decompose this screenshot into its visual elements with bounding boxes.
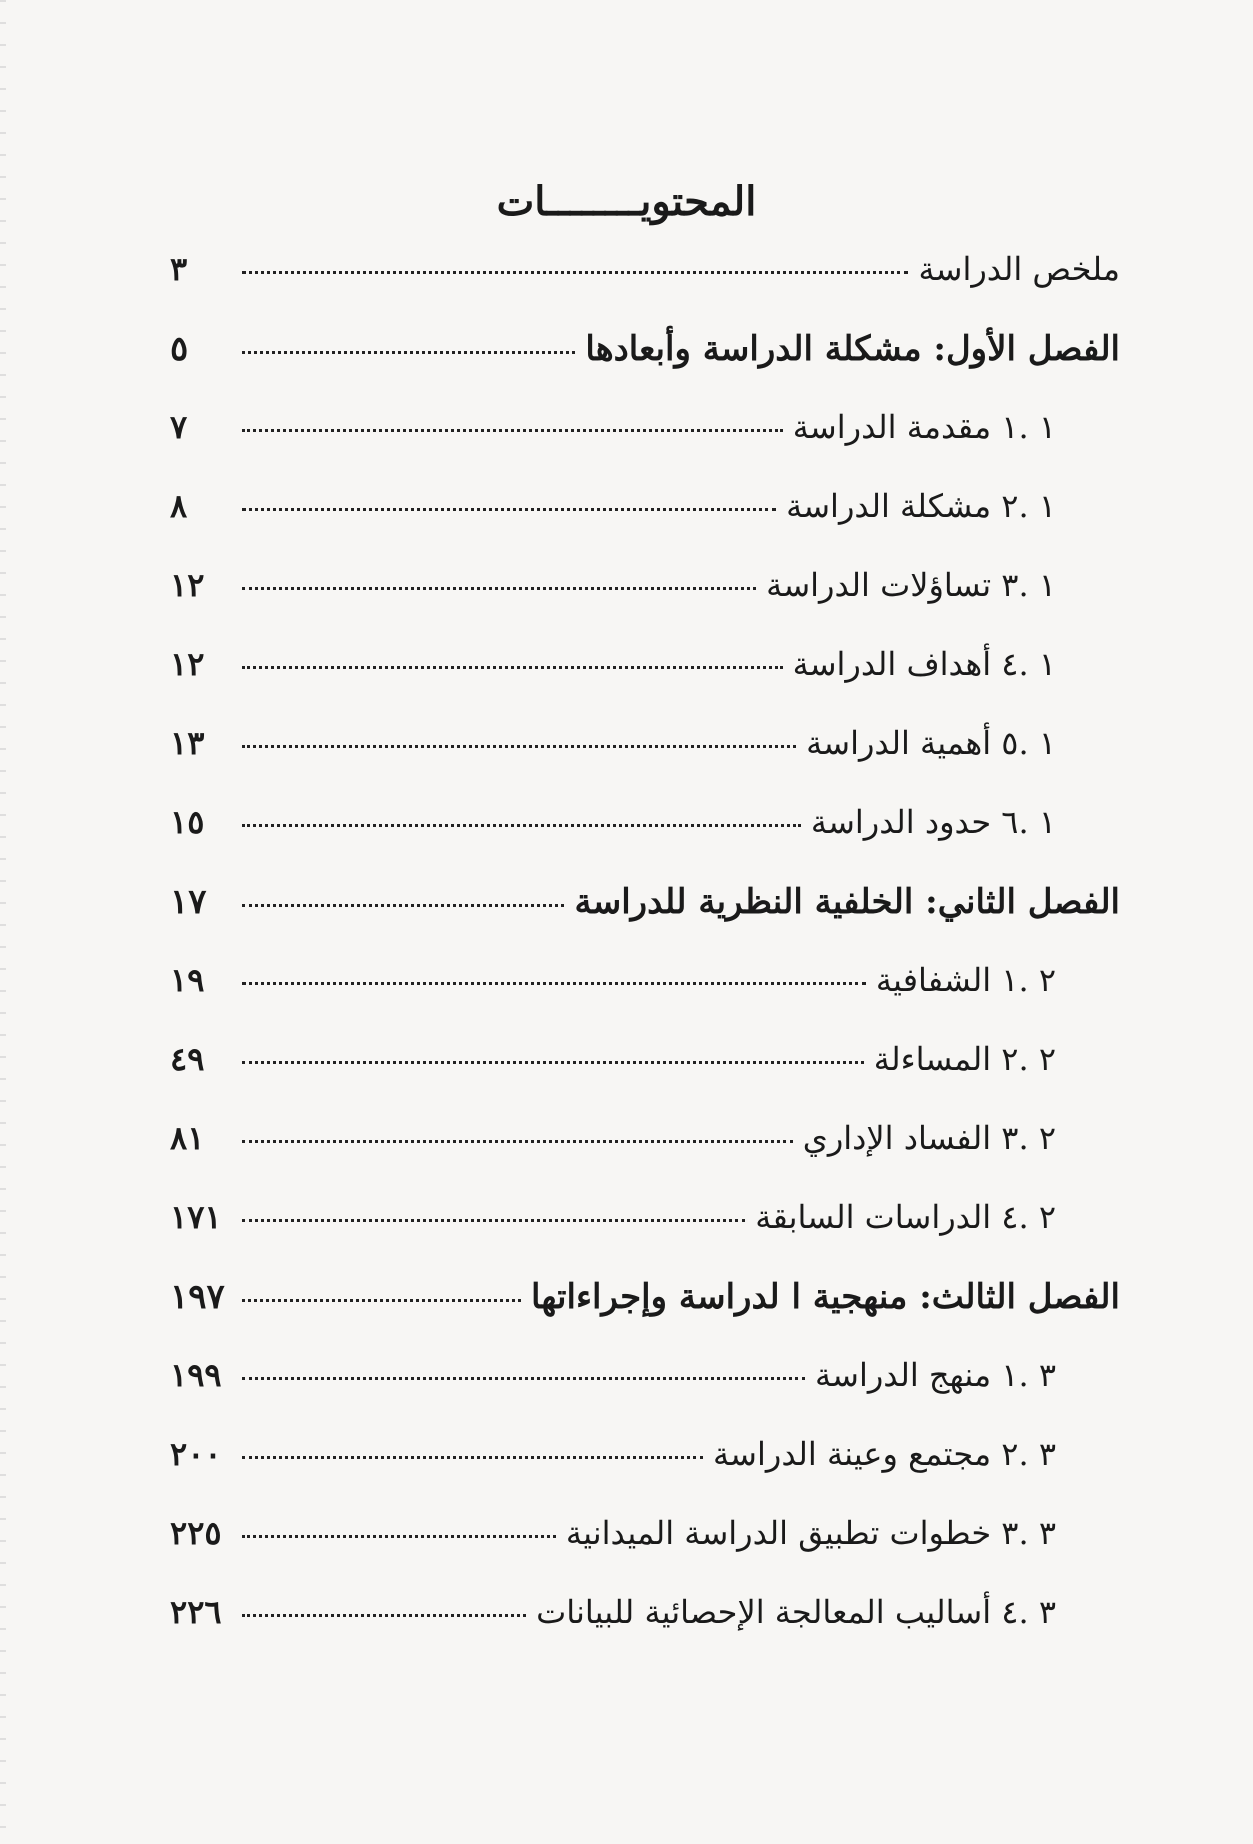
toc-page-number: ١٢ (170, 645, 205, 683)
toc-label: ٣ .٤ أساليب المعالجة الإحصائية للبيانات (536, 1593, 1056, 1631)
dot-leader (242, 1377, 805, 1380)
toc-section (170, 1593, 1120, 1672)
toc-page-number: ١٥ (170, 803, 205, 841)
toc-page-number: ٢٠٠ (170, 1435, 222, 1473)
toc-page-number: ٤٩ (170, 1040, 205, 1078)
toc-label: ٢ .١ الشفافية (875, 961, 1056, 999)
toc-label: ١ .١ مقدمة الدراسة (792, 408, 1056, 446)
toc-chapter (170, 1277, 1120, 1356)
toc-section (170, 1119, 1120, 1198)
toc-section (170, 803, 1120, 882)
toc-page-number: ١٧ (170, 882, 207, 922)
toc-page-number: ٨١ (170, 1119, 205, 1157)
toc-chapter (170, 882, 1120, 961)
toc-page-number: ٧ (170, 408, 188, 446)
toc-page-number: ٢٢٦ (170, 1593, 222, 1631)
toc-section (170, 1435, 1120, 1514)
dot-leader (242, 1535, 556, 1538)
page-edge (0, 0, 6, 1844)
toc-section (170, 487, 1120, 566)
dot-leader (242, 1299, 521, 1302)
toc-section (170, 1040, 1120, 1119)
toc-label: ١ .٥ أهمية الدراسة (806, 724, 1056, 762)
dot-leader (242, 904, 564, 907)
toc-page-number: ١٩٩ (170, 1356, 222, 1394)
toc-section (170, 961, 1120, 1040)
toc-label: ٢ .٢ المساءلة (873, 1040, 1056, 1078)
toc-label: الفصل الثاني: الخلفية النظرية للدراسة (574, 882, 1120, 922)
toc-page-number: ١٣ (170, 724, 205, 762)
toc-label: ملخص الدراسة (918, 250, 1120, 288)
dot-leader (242, 1140, 793, 1143)
dot-leader (242, 666, 783, 669)
toc-section (170, 1356, 1120, 1435)
toc-label: ٣ .٢ مجتمع وعينة الدراسة (713, 1435, 1056, 1473)
toc-page-number: ١٩٧ (170, 1277, 225, 1317)
table-of-contents (170, 250, 1120, 1672)
dot-leader (242, 982, 866, 985)
toc-label: ١ .٢ مشكلة الدراسة (786, 487, 1056, 525)
toc-label: ٣ .١ منهج الدراسة (814, 1356, 1056, 1394)
toc-label: ١ .٦ حدود الدراسة (810, 803, 1056, 841)
toc-chapter (170, 329, 1120, 408)
toc-label: الفصل الأول: مشكلة الدراسة وأبعادها (585, 329, 1120, 369)
dot-leader (242, 1456, 703, 1459)
toc-page-number: ١٩ (170, 961, 205, 999)
toc-label: الفصل الثالث: منهجية ا لدراسة وإجراءاتها (531, 1277, 1120, 1317)
toc-label: ١ .٣ تساؤلات الدراسة (766, 566, 1056, 604)
toc-label: ١ .٤ أهداف الدراسة (792, 645, 1056, 683)
toc-label: ٢ .٣ الفساد الإداري (802, 1119, 1056, 1157)
toc-label: ٢ .٤ الدراسات السابقة (755, 1198, 1056, 1236)
dot-leader (242, 1061, 864, 1064)
toc-label: ٣ .٣ خطوات تطبيق الدراسة الميدانية (565, 1514, 1056, 1552)
dot-leader (242, 1614, 526, 1617)
toc-page-number: ٨ (170, 487, 188, 525)
dot-leader (242, 745, 796, 748)
toc-page-number: ٣ (170, 250, 188, 288)
toc-section (170, 724, 1120, 803)
dot-leader (242, 271, 908, 274)
toc-section (170, 566, 1120, 645)
dot-leader (242, 587, 756, 590)
toc-page-number: ٢٢٥ (170, 1514, 222, 1552)
toc-page-number: ١٧١ (170, 1198, 222, 1236)
dot-leader (242, 1219, 745, 1222)
page-title: المحتويــــــــات (496, 178, 757, 225)
toc-section (170, 645, 1120, 724)
dot-leader (242, 508, 776, 511)
toc-page-number: ١٢ (170, 566, 205, 604)
toc-section (170, 408, 1120, 487)
dot-leader (242, 351, 575, 354)
toc-entry (170, 250, 1120, 329)
dot-leader (242, 429, 783, 432)
toc-page-number: ٥ (170, 329, 189, 369)
toc-section (170, 1514, 1120, 1593)
toc-section (170, 1198, 1120, 1277)
dot-leader (242, 824, 801, 827)
